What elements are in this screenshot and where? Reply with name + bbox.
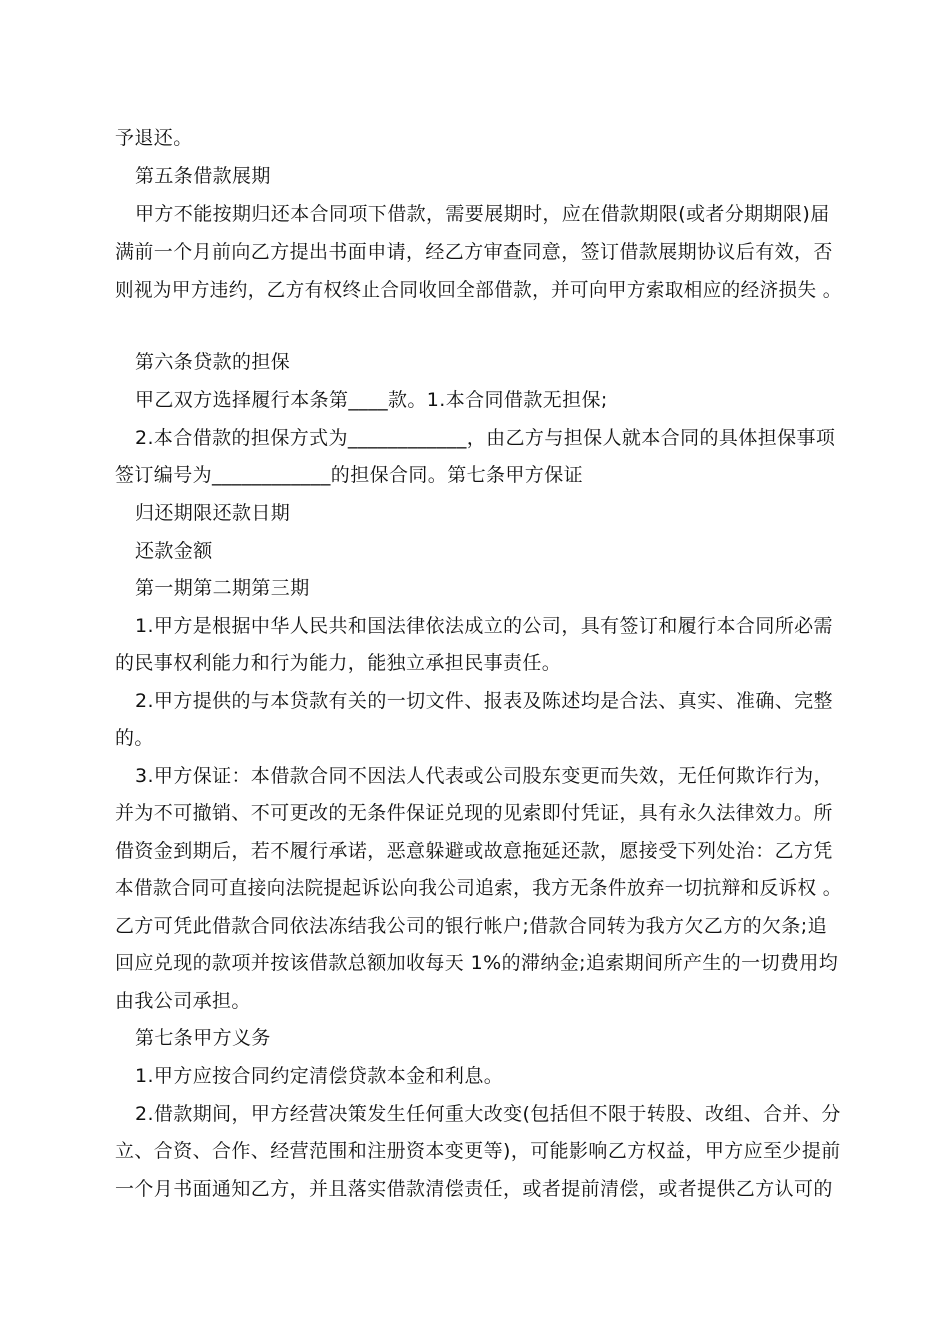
text-line: 回应兑现的款项并按该借款总额加收每天 1%的滞纳金;追索期间所产生的一切费用均 (115, 952, 839, 974)
text-line: 乙方可凭此借款合同依法冻结我公司的银行帐户;借款合同转为我方欠乙方的欠条;追 (115, 915, 828, 937)
text-line: 借资金到期后，若不履行承诺，恶意躲避或故意拖延还款，愿接受下列处治：乙方凭 (115, 840, 833, 862)
text-line: 还款金额 (135, 540, 213, 562)
text-line: 则视为甲方违约，乙方有权终止合同收回全部借款，并可向甲方索取相应的经济损失 。 (115, 279, 842, 301)
text-line: 甲乙双方选择履行本条第____款。1.本合同借款无担保; (135, 389, 608, 411)
section-heading: 第六条贷款的担保 (135, 351, 291, 373)
text-line: 签订编号为____________的担保合同。第七条甲方保证 (115, 464, 584, 486)
text-line: 由我公司承担。 (115, 990, 251, 1012)
text-line: 并为不可撤销、不可更改的无条件保证兑现的见索即付凭证，具有永久法律效力。所 (115, 802, 833, 824)
text-line: 2.本合借款的担保方式为____________，由乙方与担保人就本合同的具体担保事项 (135, 427, 836, 449)
text-line: 予退还。 (115, 127, 193, 149)
text-line: 甲方不能按期归还本合同项下借款，需要展期时，应在借款期限(或者分期期限)届 (135, 203, 830, 225)
section-heading: 第五条借款展期 (135, 165, 271, 187)
text-line: 本借款合同可直接向法院提起诉讼向我公司追索，我方无条件放弃一切抗辩和反诉权 。 (115, 877, 842, 899)
text-line: 3.甲方保证：本借款合同不因法人代表或公司股东变更而失效，无任何欺诈行为， (135, 765, 833, 787)
text-line: 1.甲方应按合同约定清偿贷款本金和利息。 (135, 1065, 504, 1087)
text-line: 一个月书面通知乙方，并且落实借款清偿责任，或者提前清偿，或者提供乙方认可的 (115, 1178, 833, 1200)
text-line: 归还期限还款日期 (135, 502, 291, 524)
text-line: 立、合资、合作、经营范围和注册资本变更等)，可能影响乙方权益，甲方应至少提前 (115, 1140, 841, 1162)
text-line: 第一期第二期第三期 (135, 577, 310, 599)
text-line: 满前一个月前向乙方提出书面申请，经乙方审查同意，签订借款展期协议后有效，否 (115, 241, 833, 263)
text-line: 的民事权利能力和行为能力，能独立承担民事责任。 (115, 652, 562, 674)
text-line: 2.借款期间，甲方经营决策发生任何重大改变(包括但不限于转股、改组、合并、分 (135, 1103, 841, 1125)
text-line: 2.甲方提供的与本贷款有关的一切文件、报表及陈述均是合法、真实、准确、完整 (135, 690, 833, 712)
section-heading: 第七条甲方义务 (135, 1027, 271, 1049)
text-line: 的。 (115, 727, 154, 749)
text-line: 1.甲方是根据中华人民共和国法律依法成立的公司，具有签订和履行本合同所必需 (135, 615, 833, 637)
